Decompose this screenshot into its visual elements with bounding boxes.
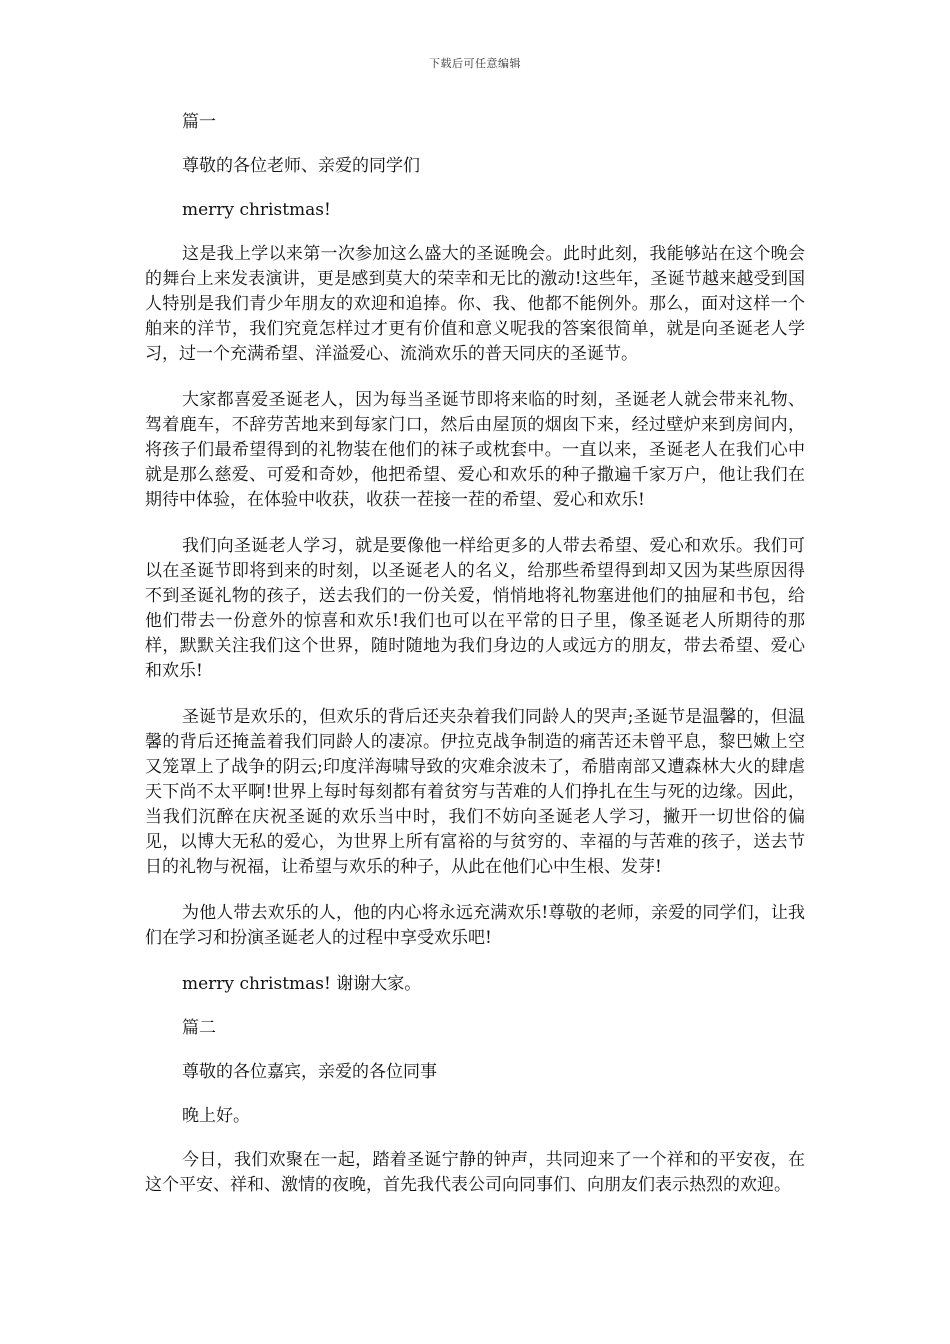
body-paragraph: 今日，我们欢聚在一起，踏着圣诞宁静的钟声，共同迎来了一个祥和的平安夜，在这个平安、祥和、激情的夜晚，首先我代表公司向同事们、向朋友们表示热烈的欢迎。	[145, 1150, 805, 1195]
greeting: merry christmas!	[182, 200, 331, 220]
section-heading: 篇一	[182, 112, 216, 132]
salutation: 尊敬的各位老师、亲爱的同学们	[182, 156, 420, 176]
page-header: 下载后可任意编辑	[429, 57, 521, 70]
greeting: 晚上好。	[182, 1106, 250, 1126]
closing-line: merry christmas! 谢谢大家。	[182, 974, 422, 994]
document-body	[145, 110, 805, 1219]
body-paragraph: 大家都喜爱圣诞老人，因为每当圣诞节即将来临的时刻，圣诞老人就会带来礼物、驾着鹿车，不辞劳苦地来到每家门口，然后由屋顶的烟囱下来，经过壁炉来到房间内，将孩子们最希望得到的礼物装在他们的袜子或枕套中。一直以来，圣诞老人在我们心中就是那么慈爱、可爱和奇妙，他把希望、爱心和欢乐的种子撒遍千家万户，他让我们在期待中体验，在体验中收获，收获一茬接一茬的希望、爱心和欢乐!	[145, 390, 805, 510]
body-paragraph: 为他人带去欢乐的人，他的内心将永远充满欢乐!尊敬的老师，亲爱的同学们，让我们在学习和扮演圣诞老人的过程中享受欢乐吧!	[145, 903, 805, 948]
body-paragraph: 圣诞节是欢乐的，但欢乐的背后还夹杂着我们同龄人的哭声;圣诞节是温馨的，但温馨的背后还掩盖着我们同龄人的凄凉。伊拉克战争制造的痛苦还未曾平息，黎巴嫩上空又笼罩上了战争的阴云;印度洋海啸导致的灾难余波未了，希腊南部又遭森林大火的肆虐天下尚不太平啊!世界上每时每刻都有着贫穷与苦难的人们挣扎在生与死的边缘。因此，当我们沉醉在庆祝圣诞的欢乐当中时，我们不妨向圣诞老人学习，撇开一切世俗的偏见，以博大无私的爱心，为世界上所有富裕的与贫穷的、幸福的与苦难的孩子，送去节日的礼物与祝福，让希望与欢乐的种子，从此在他们心中生根、发芽!	[145, 707, 805, 877]
body-paragraph: 这是我上学以来第一次参加这么盛大的圣诞晚会。此时此刻，我能够站在这个晚会的舞台上来发表演讲，更是感到莫大的荣幸和无比的激动!这些年，圣诞节越来越受到国人特别是我们青少年朋友的欢迎和追捧。你、我、他都不能例外。那么，面对这样一个舶来的洋节，我们究竟怎样过才更有价值和意义呢我的答案很简单，就是向圣诞老人学习，过一个充满希望、洋溢爱心、流淌欢乐的普天同庆的圣诞节。	[145, 244, 805, 364]
section-heading: 篇二	[182, 1018, 216, 1038]
body-paragraph: 我们向圣诞老人学习，就是要像他一样给更多的人带去希望、爱心和欢乐。我们可以在圣诞节即将到来的时刻，以圣诞老人的名义，给那些希望得到却又因为某些原因得不到圣诞礼物的孩子，送去我们的一份关爱，悄悄地将礼物塞进他们的抽屉和书包，给他们带去一份意外的惊喜和欢乐!我们也可以在平常的日子里，像圣诞老人所期待的那样，默默关注我们这个世界，随时随地为我们身边的人或远方的朋友，带去希望、爱心和欢乐!	[145, 536, 805, 681]
salutation: 尊敬的各位嘉宾，亲爱的各位同事	[182, 1062, 437, 1082]
